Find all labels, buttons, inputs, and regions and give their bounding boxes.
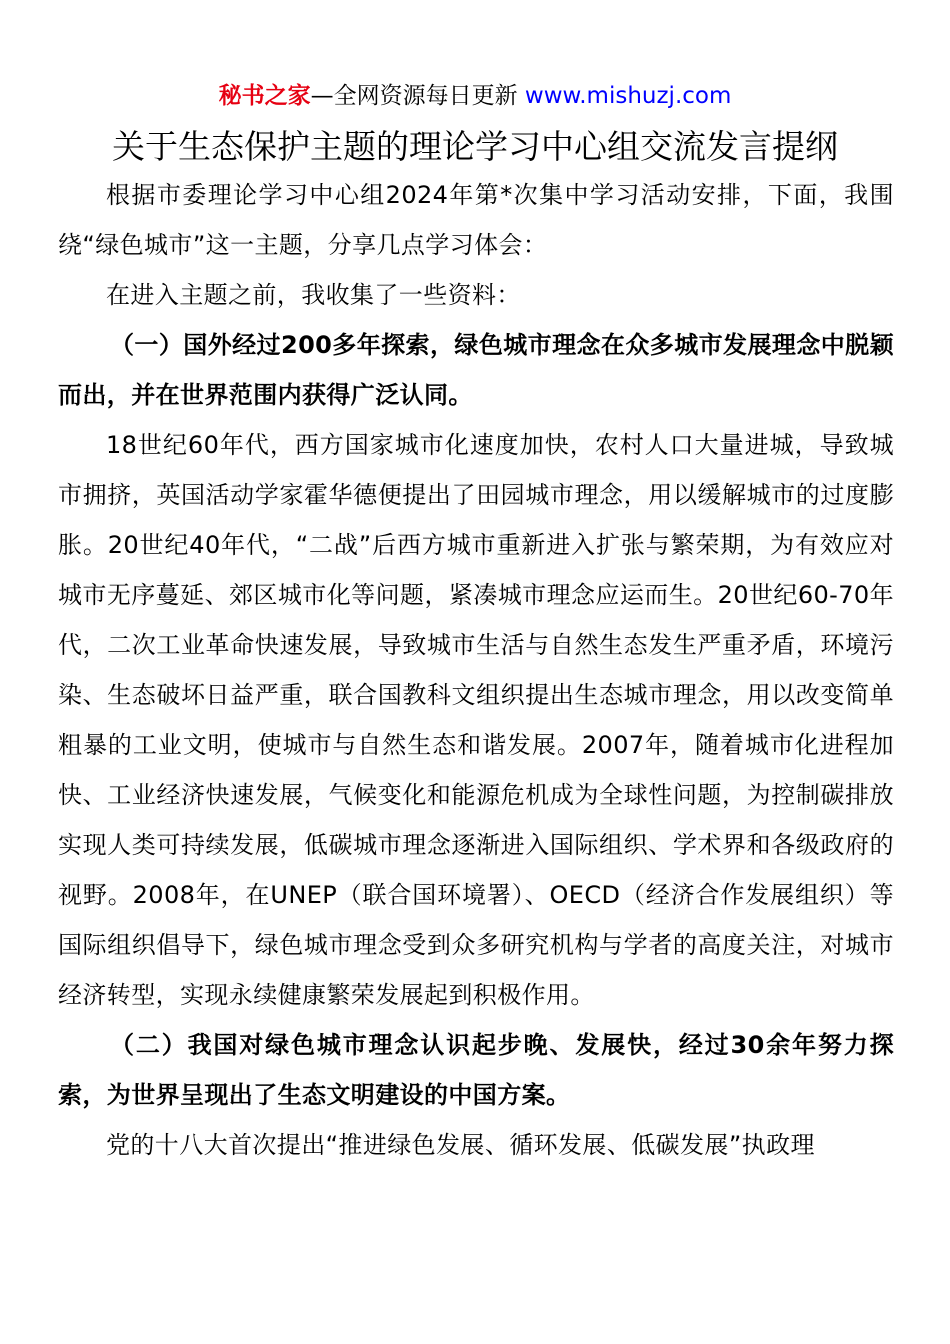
header-tagline: —全网资源每日更新 <box>310 83 525 109</box>
paragraph-materials: 在进入主题之前，我收集了一些资料： <box>106 281 521 309</box>
heading-section-1: （一）国外经过200多年探索，绿色城市理念在众多城市发展理念中脱颖而出，并在世界范围内获得广泛认同。 <box>58 331 894 409</box>
heading-section-2: （二）我国对绿色城市理念认识起步晚、发展快，经过30余年努力探索，为世界呈现出了生态文明建设的中国方案。 <box>58 1031 894 1109</box>
paragraph-party-congress: 党的十八大首次提出“推进绿色发展、循环发展、低碳发展”执政理 <box>106 1131 815 1159</box>
brand-name: 秘书之家 <box>218 83 311 109</box>
site-header <box>0 78 950 114</box>
paragraph-intro: 根据市委理论学习中心组2024年第*次集中学习活动安排，下面，我围绕“绿色城市”这一主题，分享几点学习体会： <box>58 181 894 259</box>
document-title: 关于生态保护主题的理论学习中心组交流发言提纲 <box>112 127 838 166</box>
paragraph-history: 18世纪60年代，西方国家城市化速度加快，农村人口大量进城，导致城市拥挤，英国活动学家霍华德便提出了田园城市理念，用以缓解城市的过度膨胀。20世纪40年代，“二战”后西方城市重新进入扩张与繁荣期，为有效应对城市无序蔓延、郊区城市化等问题，紧凑城市理念应运而生。20世纪60-70年代，二次工业革命快速发展，导致城市生活与自然生态发生严重矛盾，环境污染、生态破坏日益严重，联合国教科文组织提出生态城市理念，用以改变简单粗暴的工业文明，使城市与自然生态和谐发展。2007年，随着城市化进程加快、工业经济快速发展，气候变化和能源危机成为全球性问题，为控制碳排放实现人类可持续发展，低碳城市理念逐渐进入国际组织、学术界和各级政府的视野。2008年，在UNEP（联合国环境署）、OECD（经济合作发展组织）等国际组织倡导下，绿色城市理念受到众多研究机构与学者的高度关注，对城市经济转型，实现永续健康繁荣发展起到积极作用。 <box>58 431 894 1009</box>
site-url[interactable]: www.mishuzj.com <box>524 83 732 109</box>
document-body <box>58 170 894 1170</box>
